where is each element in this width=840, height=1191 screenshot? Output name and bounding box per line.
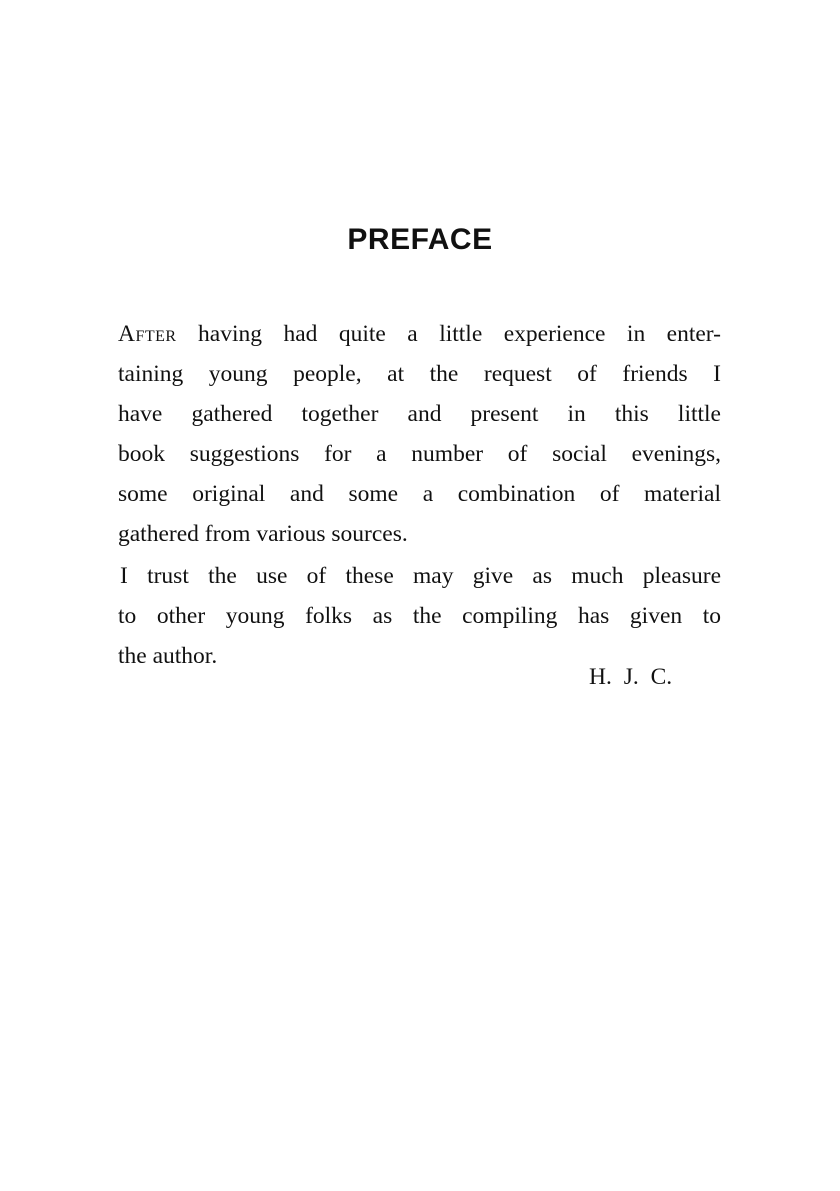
text-line: to other young folks as the compiling has given to <box>118 603 721 629</box>
author-initials: H. J. C. <box>589 664 673 690</box>
text-line: I trust the use of these may give as much pleasure <box>120 563 721 589</box>
text-line: some original and some a combination of material <box>118 481 721 507</box>
text-line: taining young people, at the request of friends I <box>118 361 721 387</box>
text-line: have gathered together and present in this little <box>118 401 721 427</box>
text-line: the author. <box>118 643 218 669</box>
text-line: book suggestions for a number of social evenings, <box>118 441 721 467</box>
page-title: PREFACE <box>347 223 493 256</box>
text-line <box>118 318 721 350</box>
line-text: having had quite a little experience in enter- <box>176 321 721 347</box>
lead-word: After <box>118 321 177 347</box>
text-line: gathered from various sources. <box>118 521 408 547</box>
